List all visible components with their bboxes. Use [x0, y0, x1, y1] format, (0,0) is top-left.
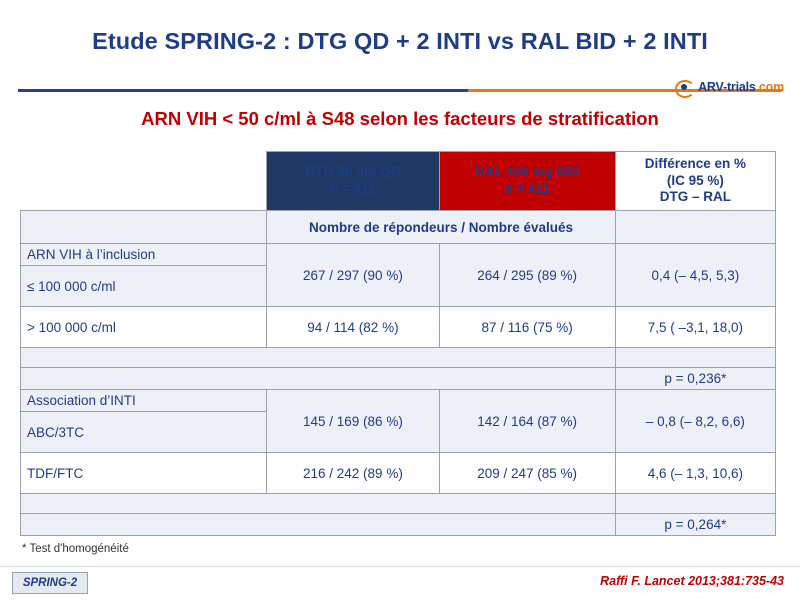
spacer-left-2 — [21, 494, 616, 514]
header-diff-line2: (IC 95 %) — [666, 172, 724, 188]
section-2-row-0-dtg: 145 / 169 (86 %) — [267, 390, 439, 453]
footer-divider — [0, 566, 800, 567]
header-cell-ral — [439, 152, 615, 211]
header-cell-difference — [615, 152, 775, 211]
header-diff-line1: Différence en % — [644, 155, 747, 171]
header-divider — [18, 88, 782, 93]
section-2-row-1-label: TDF/FTC — [21, 453, 267, 494]
pvalue-1-spacer — [21, 368, 616, 390]
header-diff-line3: DTG – RAL — [659, 189, 731, 205]
table-spacer-row — [21, 348, 776, 368]
header-dtg-line2: n = 411 — [330, 181, 376, 196]
section-2-row-0-diff: – 0,8 (– 8,2, 6,6) — [615, 390, 775, 453]
section-1-pvalue: p = 0,236* — [615, 368, 775, 390]
section-1-row-1-label: > 100 000 c/ml — [21, 307, 267, 348]
section-1-title: ARN VIH à l’inclusion — [21, 244, 267, 266]
subheader-responders: Nombre de répondeurs / Nombre évalués — [267, 211, 615, 244]
section-2-row-0-label: ABC/3TC — [21, 412, 267, 453]
spacer-left-1 — [21, 348, 616, 368]
logo-text — [698, 80, 784, 94]
table-pvalue-row — [21, 514, 776, 536]
header-ral-line2: n = 411 — [504, 181, 550, 196]
section-1-row-0-diff: 0,4 (– 4,5, 5,3) — [615, 244, 775, 307]
results-table-container — [20, 151, 776, 536]
table-subheader-row — [21, 211, 776, 244]
results-table — [20, 151, 776, 536]
section-2-row-1-diff: 4,6 (– 1,3, 10,6) — [615, 453, 775, 494]
section-2-row-0-ral: 142 / 164 (87 %) — [439, 390, 615, 453]
logo-name: ARV-trials — [698, 80, 756, 94]
table-footnote: * Test d'homogénéité — [22, 543, 129, 555]
arv-trials-logo — [675, 76, 784, 98]
spacer-right-1 — [615, 348, 775, 368]
section-1-row-0-dtg: 267 / 297 (90 %) — [267, 244, 439, 307]
logo-mark-icon — [675, 79, 695, 95]
section-1-row-1-diff: 7,5 ( –3,1, 18,0) — [615, 307, 775, 348]
table-row — [21, 453, 776, 494]
pvalue-2-spacer — [21, 514, 616, 536]
header-cell-dtg — [267, 152, 439, 211]
table-row — [21, 390, 776, 412]
section-2-row-1-ral: 209 / 247 (85 %) — [439, 453, 615, 494]
section-1-row-1-dtg: 94 / 114 (82 %) — [267, 307, 439, 348]
header-ral-line1: RAL 400 mg BID — [474, 164, 580, 180]
citation: Raffi F. Lancet 2013;381:735-43 — [600, 574, 784, 588]
subheader-spacer-left — [21, 211, 267, 244]
table-row — [21, 307, 776, 348]
subheader-spacer-right — [615, 211, 775, 244]
table-spacer-row — [21, 494, 776, 514]
study-tag: SPRING-2 — [12, 572, 88, 594]
header-dtg-line1: DTG 50 mg QD — [305, 164, 401, 180]
section-2-row-1-dtg: 216 / 242 (89 %) — [267, 453, 439, 494]
section-1-row-0-ral: 264 / 295 (89 %) — [439, 244, 615, 307]
slide-subtitle: ARN VIH < 50 c/ml à S48 selon les facteurs de stratification — [141, 108, 659, 129]
table-pvalue-row — [21, 368, 776, 390]
section-1-row-0-label: ≤ 100 000 c/ml — [21, 266, 267, 307]
section-2-pvalue: p = 0,264* — [615, 514, 775, 536]
logo-suffix: .com — [755, 80, 784, 94]
section-2-title: Association d’INTI — [21, 390, 267, 412]
page-title: Etude SPRING-2 : DTG QD + 2 INTI vs RAL BID + 2 INTI — [92, 28, 708, 54]
header-divider-blue — [18, 89, 468, 92]
section-1-row-1-ral: 87 / 116 (75 %) — [439, 307, 615, 348]
spacer-right-2 — [615, 494, 775, 514]
table-row — [21, 244, 776, 266]
table-header-row — [21, 152, 776, 211]
header-cell-empty — [21, 152, 267, 211]
